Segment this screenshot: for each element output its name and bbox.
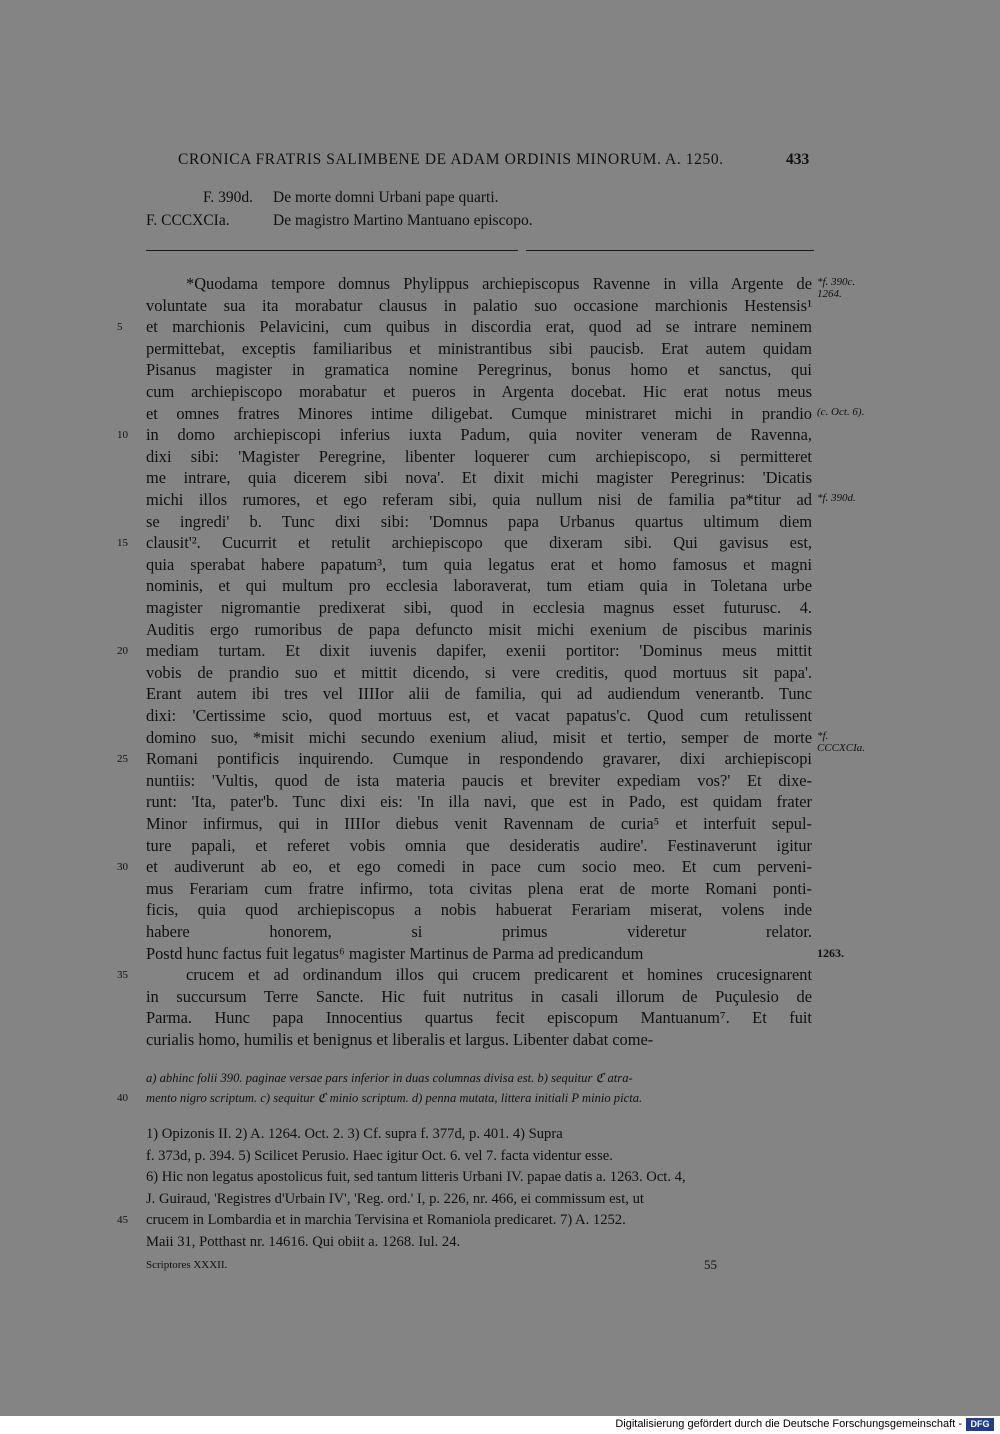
text-line: quia sperabat habere papatum³, tum quia legatus erat et homo famosus et magni <box>146 554 812 574</box>
toc-text-2: De magistro Martino Mantuano episcopo. <box>273 212 533 229</box>
series-label: Scriptores XXXII. <box>146 1259 228 1271</box>
note-line: 1) Opizonis II. 2) A. 1264. Oct. 2. 3) Cf. supra f. 377d, p. 401. 4) Supra <box>146 1126 563 1142</box>
margin-note: *f. 390d. <box>817 492 856 504</box>
toc-text-1: De morte domni Urbani pape quarti. <box>273 189 499 206</box>
funding-text: Digitalisierung gefördert durch die Deutsche Forschungsgemeinschaft - <box>615 1418 962 1430</box>
line-number: 10 <box>117 429 128 442</box>
text-line: cum archiepiscopo morabatur et pueros in Argenta docebat. Hic erat notus meus <box>146 382 812 401</box>
text-line: se ingredi' b. Tunc dixi sibi: 'Domnus papa Urbanus quartus ultimum diem <box>146 511 812 531</box>
dfg-logo: DFG <box>966 1418 994 1431</box>
line-number: 15 <box>117 537 128 550</box>
text-line: curialis homo, humilis et benignus et liberalis et largus. Libenter dabat come- <box>146 1030 654 1049</box>
signature-mark: 55 <box>704 1257 717 1272</box>
text-line: ture papali, et referet vobis omnia que desideratis audire'. Festinaverunt igitur <box>146 835 812 855</box>
text-line: Erant autem ibi tres vel IIIIor alii de familia, qui ad audiendum venerantb. Tunc <box>146 684 812 704</box>
text-line: runt: 'Ita, pater'b. Tunc dixi eis: 'In illa navi, que est in Pado, est quidam frater <box>146 792 812 812</box>
line-number: 40 <box>117 1092 128 1104</box>
note-line: Maii 31, Potthast nr. 14616. Qui obiit a. 1268. Iul. 24. <box>146 1234 461 1250</box>
text-line: dixi sibi: 'Magister Peregrine, libenter loquerer cum archiepiscopo, si permitteret <box>146 446 812 466</box>
toc-ref-2: F. CCCXCIa. <box>146 212 230 229</box>
note-line: 6) Hic non legatus apostolicus fuit, sed tantum litteris Urbani IV. papae datis a. 1263. Oct. 4, <box>146 1169 686 1186</box>
text-line: Auditis ergo rumoribus de papa defuncto misit michi exenium de piscibus marinis <box>146 619 812 639</box>
text-line: permittebat, exceptis familiaribus et ministrantibus sibi paucisb. Erat autem quidam <box>146 338 812 358</box>
text-line: domino suo, *misit michi secundo exenium aliud, misit et tertio, semper de morte <box>146 727 812 747</box>
note-line: crucem in Lombardia et in marchia Tervisina et Romaniola predicaret. 7) A. 1252. <box>146 1212 626 1229</box>
note-line: mento nigro scriptum. c) sequitur ℭ minio scriptum. d) penna mutata, littera initiali P minio picta. <box>146 1091 643 1105</box>
text-line: *Quodama tempore domnus Phylippus archiepiscopus Ravenne in villa Argente de <box>186 274 812 293</box>
text-line: magister nigromantie predixerat sibi, quod in ecclesia magnus esset futurusc. 4. <box>146 598 812 617</box>
text-line: nominis, et qui multum pro ecclesia laboraverat, tum etiam quia in Toletana urbe <box>146 576 812 596</box>
text-line: nuntiis: 'Vultis, quod de ista materia paucis et breviter expediam vos?' Et dixe- <box>146 770 812 790</box>
text-line: mediam turtam. Et dixit iuvenis dapifer, exenii portitor: 'Dominus meus mittit <box>146 641 812 661</box>
margin-note: *f. 390c. 1264. <box>817 276 856 300</box>
text-line: Pisanus magister in gramatica nomine Peregrinus, bonus homo et sanctus, qui <box>146 360 812 380</box>
margin-note: (c. Oct. 6). <box>817 405 865 418</box>
line-number: 25 <box>117 753 128 766</box>
text-line: mus Ferariam cum fratre infirmo, tota civitas plena erat de morte Romani ponti- <box>146 878 812 898</box>
text-line: vobis de prandio suo et mittit dicendo, si vere creditis, quod mortuus sit papa'. <box>146 662 812 682</box>
line-number: 45 <box>117 1214 128 1227</box>
text-line: Romani pontificis inquirendo. Cumque in respondendo gravarer, dixi archiepiscopi <box>146 749 812 769</box>
note-line: f. 373d, p. 394. 5) Scilicet Perusio. Haec igitur Oct. 6. vel 7. facta videntur esse. <box>146 1147 613 1164</box>
running-title: CRONICA FRATRIS SALIMBENE DE ADAM ORDINIS MINORUM. A. 1250. <box>178 151 724 168</box>
text-line: et marchionis Pelavicini, cum quibus in discordia erat, quod ad se intrare neminem <box>146 317 812 337</box>
margin-note: 1263. <box>817 945 844 960</box>
line-number: 20 <box>117 645 128 658</box>
toc-ref-1: F. 390d. <box>203 189 254 206</box>
divider-right <box>526 250 814 251</box>
text-line: crucem et ad ordinandum illos qui crucem predicarent et homines crucesignarent <box>186 965 812 985</box>
margin-note: *f. CCCXCIa. <box>817 729 865 754</box>
line-number: 30 <box>117 861 128 874</box>
line-number: 5 <box>117 321 123 334</box>
text-line: dixi: 'Certissime scio, quod mortuus est, et vacat papatus'c. Quod cum retulissent <box>146 706 812 725</box>
text-line: in succursum Terre Sancte. Hic fuit nutritus in casali illorum de Puçulesio de <box>146 986 812 1006</box>
text-line: et audiverunt ab eo, et ego comedi in pace cum socio meo. Et cum perveni- <box>146 857 812 877</box>
text-line: voluntate sua ita morabatur clausus in palatio suo occasione marchionis Hestensis¹ <box>146 295 812 315</box>
text-line: clausit'². Cucurrit et retulit archiepiscopo que dixeram sibi. Qui gavisus est, <box>146 533 812 553</box>
page-number: 433 <box>786 151 810 168</box>
text-line: in domo archiepiscopi inferius iuxta Padum, quia noviter veneram de Ravenna, <box>146 425 812 445</box>
text-line: ficis, quia quod archiepiscopus a nobis habuerat Ferariam miserat, volens inde <box>146 900 812 920</box>
text-line: Minor infirmus, qui in IIIIor diebus venit Ravennam de curia⁵ et interfuit sepul- <box>146 814 812 833</box>
text-line: et omnes fratres Minores intime diligebat. Cumque ministraret michi in prandio <box>146 403 812 423</box>
text-line: Postd hunc factus fuit legatus⁶ magister Martinus de Parma ad predicandum <box>146 943 644 963</box>
divider-left <box>146 250 518 251</box>
note-line: J. Guiraud, 'Registres d'Urbain IV', 'Reg. ord.' I, p. 226, nr. 466, ei commissum est, ut <box>146 1190 644 1207</box>
note-line: a) abhinc folii 390. paginae versae pars inferior in duas columnas divisa est. b) sequitur ℭ atra- <box>146 1071 633 1085</box>
text-line: michi illos rumores, et ego referam sibi, quia nullum nisi de familia pa*titur ad <box>146 490 812 509</box>
line-number: 35 <box>117 969 128 982</box>
text-line: habere honorem, si primus videretur relator. <box>146 922 812 941</box>
funding-banner <box>0 1416 1000 1434</box>
text-line: me intrare, quia dicerem sibi nova'. Et dixit michi magister Peregrinus: 'Dicatis <box>146 468 812 488</box>
text-line: Parma. Hunc papa Innocentius quartus fecit episcopum Mantuanum⁷. Et fuit <box>146 1008 812 1028</box>
